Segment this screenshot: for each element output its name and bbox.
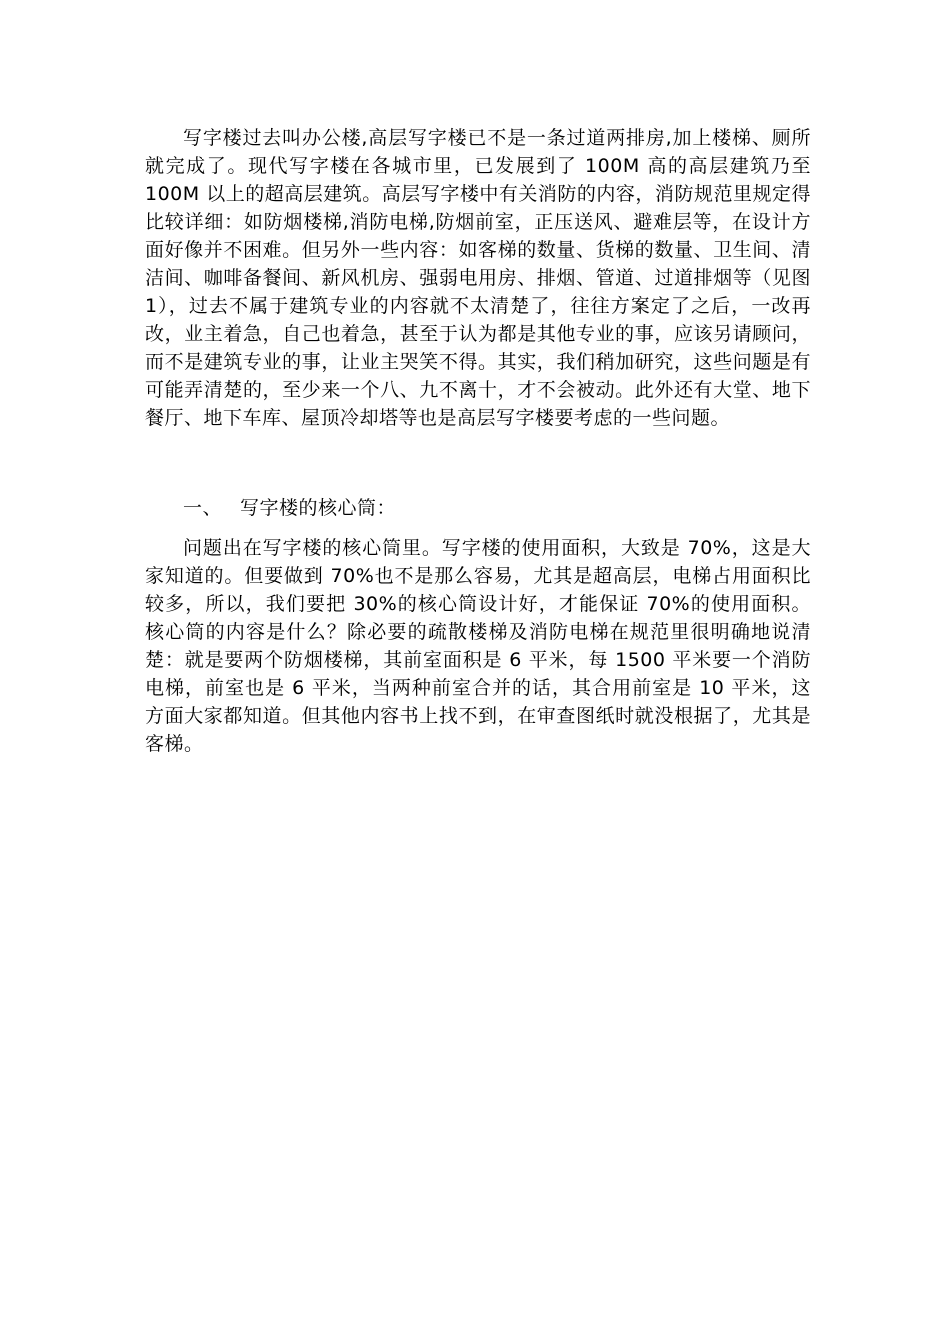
section-title: 写字楼的核心筒： [240,497,397,519]
section-heading [183,494,396,522]
intro-paragraph: 写字楼过去叫办公楼,高层写字楼已不是一条过道两排房,加上楼梯、厕所就完成了。现代写字楼在各城市里，已发展到了 100M 高的高层建筑乃至 100M 以上的超高层建筑。高层写字楼中有关消防的内容，消防规范里规定得比较详细：如防烟楼梯,消防电梯,防烟前室，正压送风、避难层等，在设计方面好像并不困难。但另外一些内容：如客梯的数量、货梯的数量、卫生间、清洁间、咖啡备餐间、新风机房、强弱电用房、排烟、管道、过道排烟等（见图 1），过去不属于建筑专业的内容就不太清楚了，往往方案定了之后，一改再改，业主着急，自己也着急，甚至于认为都是其他专业的事，应该另请顾问，而不是建筑专业的事，让业主哭笑不得。其实，我们稍加研究，这些问题是有可能弄清楚的，至少来一个八、九不离十，才不会被动。此外还有大堂、地下餐厅、地下车库、屋顶冷却塔等也是高层写字楼要考虑的一些问题。 [145,127,811,429]
section-paragraph: 问题出在写字楼的核心筒里。写字楼的使用面积，大致是 70%，这是大家知道的。但要做到 70%也不是那么容易，尤其是超高层，电梯占用面积比较多，所以，我们要把 30%的核心筒设计好，才能保证 70%的使用面积。核心筒的内容是什么？除必要的疏散楼梯及消防电梯在规范里很明确地说清楚：就是要两个防烟楼梯，其前室面积是 6 平米，每 1500 平米要一个消防电梯，前室也是 6 平米，当两种前室合并的话，其合用前室是 10 平米，这方面大家都知道。但其他内容书上找不到，在审查图纸时就没根据了，尤其是客梯。 [145,537,811,755]
section-number: 一、 [183,497,223,519]
